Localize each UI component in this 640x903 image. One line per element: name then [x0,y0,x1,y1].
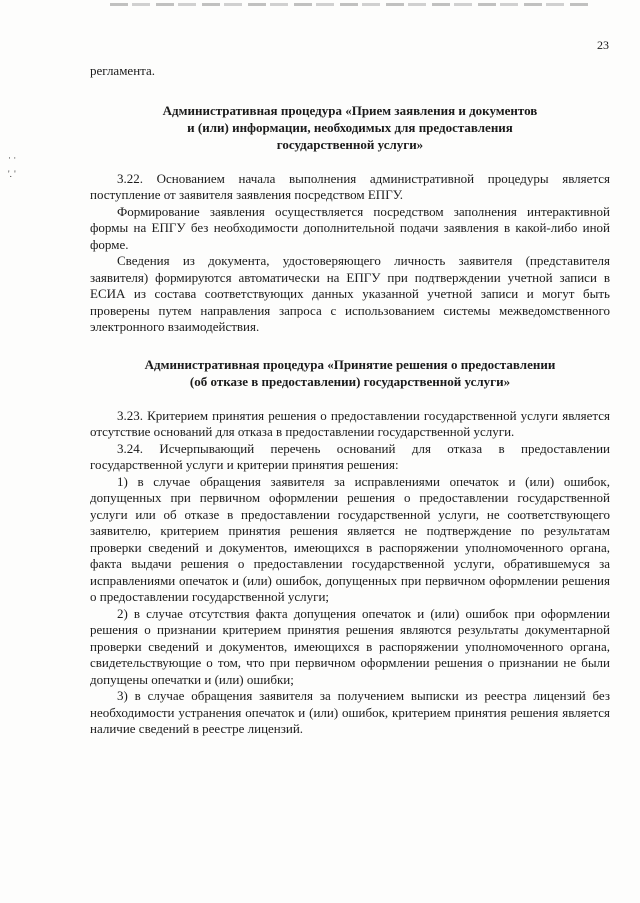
paragraph-forming: Формирование заявления осуществляется посредством заполнения интерактивной формы на ЕПГУ без необходимости дополнительной подачи заявления в какой-либо иной форме. [90,203,610,252]
heading-line: и (или) информации, необходимых для предоставления [187,119,513,135]
heading-line: (об отказе в предоставлении) государственной услуги» [189,373,511,389]
list-item-1: 1) в случае обращения заявителя за исправлениями опечаток и (или) ошибок, допущенных при первичном оформлении решения о предоставлении государственной услуги или об отказе в предоставлении государственной услуги, не соответствующего заявителю, критерием принятия решения является не подтверждение по результатам проверки сведений и документов, имеющихся в распоряжении уполномоченного органа, факта выдачи решения о предоставлении государственной услуги, обратившемуся за исправлениями опечаток и (или) ошибок, допущенных при первичном оформлении решения о предоставлении государственной услуги; [90,473,610,604]
heading-line: государственной услуги» [276,136,424,152]
paragraph-continuation: регламента. [90,63,156,78]
margin-mark-2: '. ' [8,169,16,179]
paragraph-3-24: 3.24. Исчерпывающий перечень оснований для отказа в предоставлении государственной услуги и критерии принятия решения: [90,440,610,472]
margin-mark [8,150,16,182]
list-item-2: 2) в случае отсутствия факта допущения опечаток и (или) ошибок при оформлении решения о признании критерием принятия решения являются результаты документарной проверки сведений и документов, имеющихся в распоряжении уполномоченного органа, свидетельствующие о том, что при первичном оформлении решения о признании не были допущены опечатки и (или) ошибки; [90,605,610,687]
section-heading-reception [90,102,610,153]
document-body [90,63,610,738]
section-heading-decision [90,356,610,390]
margin-mark-1: · · [8,153,17,163]
scan-artifact-strip [110,3,590,6]
heading-line: Административная процедура «Принятие решения о предоставлении [144,356,556,372]
paragraph-3-23: 3.23. Критерием принятия решения о предоставлении государственной услуги является отсутствие оснований для отказа в предоставлении государственной услуги. [90,407,610,439]
list-item-3: 3) в случае обращения заявителя за получением выписки из реестра лицензий без необходимости устранения опечаток и (или) ошибок, критерием принятия решения является наличие сведений в реестре лицензий. [90,688,610,736]
heading-line: Административная процедура «Прием заявления и документов [162,102,538,118]
paragraph-3-22: 3.22. Основанием начала выполнения административной процедуры является поступление от заявителя заявления посредством ЕПГУ. [90,170,610,202]
paragraph-identity: Сведения из документа, удостоверяющего личность заявителя (представителя заявителя) формируются автоматически на ЕПГУ при подтверждении учетной записи в ЕСИА из состава соответствующих данных указанной учетной записи и могут быть проверены путем направления запроса с использованием системы межведомственного электронного взаимодействия. [90,253,610,334]
page-number: 23 [597,38,609,52]
